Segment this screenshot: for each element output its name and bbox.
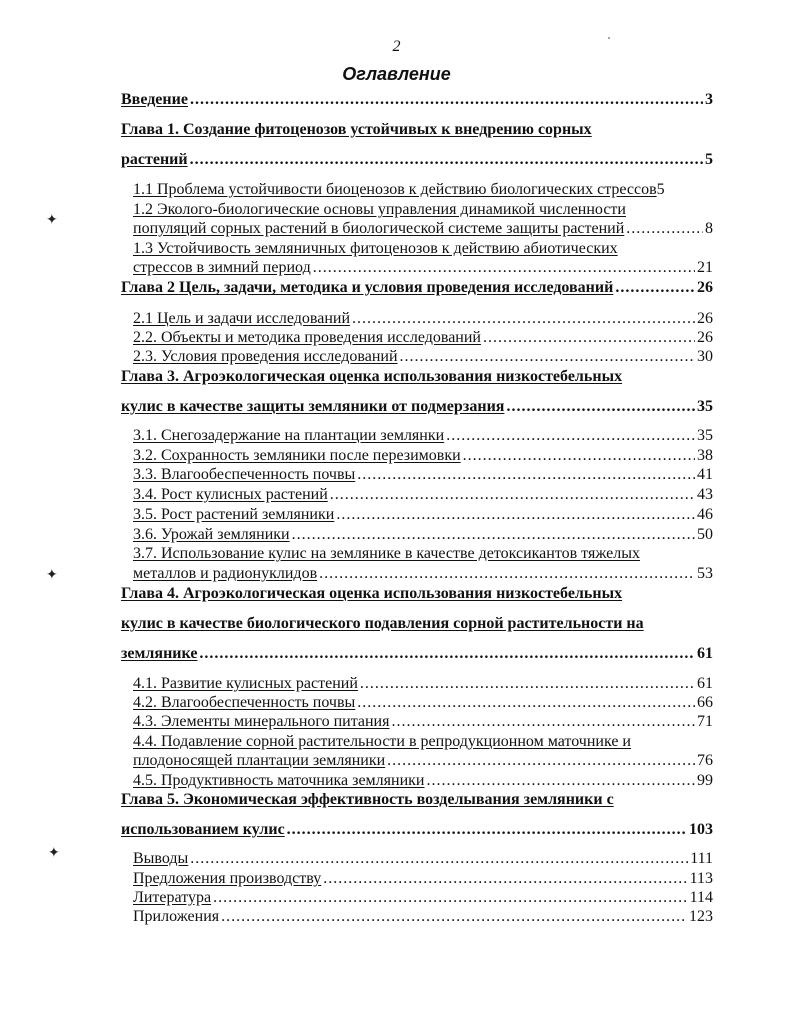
toc-entry-1-3[interactable]: стрессов в зимний период ..... 21 (133, 259, 713, 277)
toc-entry-intro[interactable]: Введение ..... 3 (121, 91, 713, 109)
toc-entry-chapter-1[interactable]: растений ..... 5 (121, 151, 713, 169)
margin-mark: ✦ (46, 568, 58, 583)
toc-entry-chapter-2[interactable]: Глава 2 Цель, задачи, методика и условия проведения исследований ..... 26 (121, 279, 713, 297)
toc-entry-appendices[interactable]: Приложения ..... 123 (133, 908, 713, 926)
page-number: 2 (392, 38, 401, 55)
toc-entry-3-2[interactable]: 3.2. Сохранность земляники после перезимовки ..... 38 (133, 447, 713, 465)
toc-entry-4-2[interactable]: 4.2. Влагообеспеченность почвы ..... 66 (133, 694, 713, 712)
toc-entry-4-3[interactable]: 4.3. Элементы минерального питания ..... 71 (133, 713, 713, 731)
toc-entry-chapter-4[interactable]: землянике ..... 61 (121, 645, 713, 663)
toc-entry-3-1[interactable]: 3.1. Снегозадержание на плантации землянки ..... 35 (133, 427, 713, 445)
page-title: Оглавление (342, 64, 451, 84)
toc-chapter-1-line1[interactable]: Глава 1. Создание фитоценозов устойчивых к внедрению сорных (121, 121, 592, 138)
toc-entry-1-1[interactable]: 1.1 Проблема устойчивости биоценозов к действию биологических стрессов 5 (133, 181, 665, 198)
toc-entry-2-2[interactable]: 2.2. Объекты и методика проведения исследований ..... 26 (133, 329, 713, 347)
toc-entry-literature[interactable]: Литература ..... 114 (133, 889, 713, 907)
toc-entry-4-1[interactable]: 4.1. Развитие кулисных растений ..... 61 (133, 675, 713, 693)
toc-chapter-4-line2[interactable]: кулис в качестве биологического подавления сорной растительности на (121, 615, 644, 632)
toc-entry-3-4[interactable]: 3.4. Рост кулисных растений ..... 43 (133, 486, 713, 504)
toc-entry-3-3[interactable]: 3.3. Влагообеспеченность почвы ..... 41 (133, 466, 713, 484)
toc-entry-4-4[interactable]: плодоносящей плантации земляники ..... 76 (133, 752, 713, 770)
toc-entry-2-3[interactable]: 2.3. Условия проведения исследований ..... 30 (133, 348, 713, 366)
toc-entry-3-7[interactable]: металлов и радионуклидов ..... 53 (133, 565, 713, 583)
toc-entry-3-5[interactable]: 3.5. Рост растений земляники ..... 46 (133, 506, 713, 524)
toc-entry-chapter-3[interactable]: кулис в качестве защиты земляники от подмерзания ..... 35 (121, 398, 713, 416)
toc-entry-3-7-line1[interactable]: 3.7. Использование кулис на землянике в качестве детоксикантов тяжелых (133, 545, 640, 562)
toc-entry-3-6[interactable]: 3.6. Урожай земляники ..... 50 (133, 526, 713, 544)
toc-chapter-4-line1[interactable]: Глава 4. Агроэкологическая оценка использования низкостебельных (121, 585, 623, 602)
toc-entry-1-2-line1[interactable]: 1.2 Эколого-биологические основы управления динамикой численности (133, 201, 626, 218)
toc-entry-1-2[interactable]: популяций сорных растений в биологической системе защиты растений ..... 8 (133, 220, 713, 238)
toc-entry-4-5[interactable]: 4.5. Продуктивность маточника земляники ..... 99 (133, 772, 713, 790)
toc-entry-1-3-line1[interactable]: 1.3 Устойчивость земляничных фитоценозов к действию абиотических (133, 240, 618, 257)
margin-mark: ✦ (48, 846, 60, 861)
toc-entry-2-1[interactable]: 2.1 Цель и задачи исследований ..... 26 (133, 310, 713, 328)
toc-entry-chapter-5[interactable]: использованием кулис ..... 103 (121, 821, 713, 839)
toc-chapter-5-line1[interactable]: Глава 5. Экономическая эффективность возделывания земляники с (121, 791, 614, 808)
toc-chapter-3-line1[interactable]: Глава 3. Агроэкологическая оценка использования низкостебельных (121, 368, 623, 385)
margin-mark: ✦ (46, 213, 58, 228)
toc-entry-conclusions[interactable]: Выводы ..... 111 (133, 850, 713, 868)
scan-speck (608, 37, 610, 39)
toc-entry-proposals[interactable]: Предложения производству ..... 113 (133, 870, 713, 888)
toc-entry-4-4-line1[interactable]: 4.4. Подавление сорной растительности в репродукционном маточнике и (133, 733, 631, 750)
